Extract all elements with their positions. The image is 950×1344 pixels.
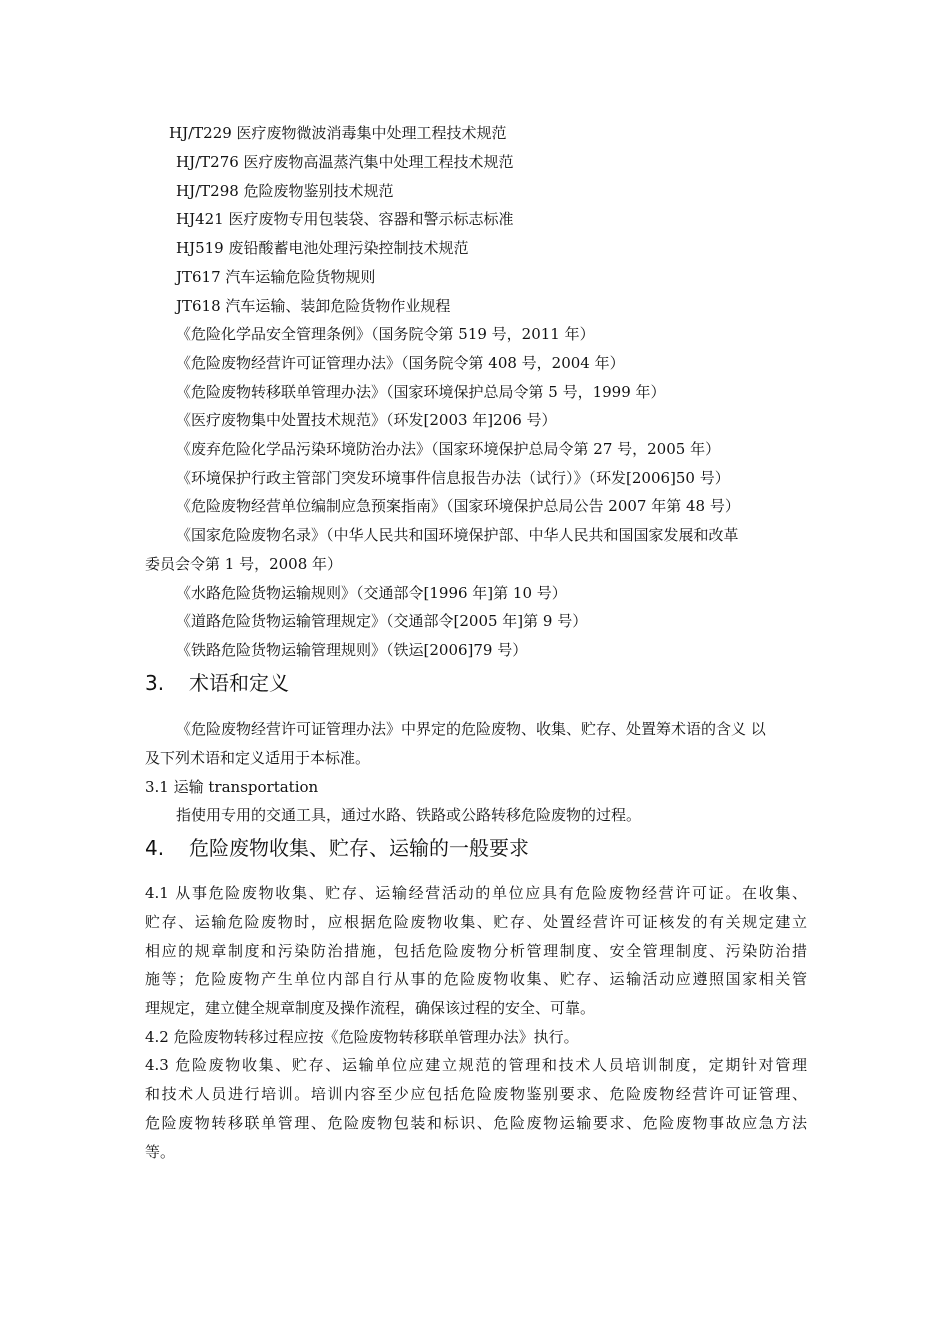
section-title: 术语和定义	[189, 671, 289, 695]
reference-item: 《废弃危险化学品污染环境防治办法》（国家环境保护总局令第 27 号，2005 年）	[176, 440, 721, 458]
paragraph-line: 贮存、运输危险废物时，应根据危险废物收集、贮存、处置经营许可证核发的有关规定建立	[145, 913, 807, 931]
reference-item: 《铁路危险货物运输管理规则》（铁运[2006]79 号）	[176, 641, 528, 659]
reference-item: 《环境保护行政主管部门突发环境事件信息报告办法（试行）》（环发[2006]50 号）	[176, 469, 730, 487]
section-4-heading	[145, 835, 529, 861]
reference-item: HJ/T276 医疗废物高温蒸汽集中处理工程技术规范	[176, 153, 514, 171]
reference-item: 《危险废物转移联单管理办法》（国家环境保护总局令第 5 号，1999 年）	[176, 383, 666, 401]
reference-item: 《危险废物经营许可证管理办法》（国务院令第 408 号，2004 年）	[176, 354, 625, 372]
paragraph-line: 及下列术语和定义适用于本标准。	[145, 749, 371, 767]
paragraph-line: 4.3 危险废物收集、贮存、运输单位应建立规范的管理和技术人员培训制度，定期针对管理	[145, 1056, 807, 1074]
paragraph-line: 《危险废物经营许可证管理办法》中界定的危险废物、收集、贮存、处置筹术语的含义 以	[176, 720, 766, 738]
term-heading: 3.1 运输 transportation	[145, 778, 319, 796]
term-definition: 指使用专用的交通工具，通过水路、铁路或公路转移危险废物的过程。	[176, 806, 642, 824]
reference-item: HJ421 医疗废物专用包装袋、容器和警示标志标准	[176, 210, 514, 228]
reference-item: 《水路危险货物运输规则》（交通部令[1996 年]第 10 号）	[176, 584, 567, 602]
paragraph-line: 相应的规章制度和污染防治措施，包括危险废物分析管理制度、安全管理制度、污染防治措	[145, 942, 807, 960]
reference-item: 《危险废物经营单位编制应急预案指南》（国家环境保护总局公告 2007 年第 48 号）	[176, 497, 740, 515]
reference-item: 《医疗废物集中处置技术规范》（环发[2003 年]206 号）	[176, 411, 557, 429]
reference-item: HJ/T229 医疗废物微波消毒集中处理工程技术规范	[169, 124, 507, 142]
paragraph-line: 危险废物转移联单管理、危险废物包装和标识、危险废物运输要求、危险废物事故应急方法	[145, 1114, 807, 1132]
paragraph-line: 和技术人员进行培训。培训内容至少应包括危险废物鉴别要求、危险废物经营许可证管理、	[145, 1085, 807, 1103]
paragraph-line: 等。	[145, 1143, 176, 1161]
section-number: 3.	[145, 671, 165, 695]
reference-item-continuation: 委员会令第 1 号，2008 年）	[145, 555, 343, 573]
section-title: 危险废物收集、贮存、运输的一般要求	[189, 836, 529, 860]
section-3-heading	[145, 670, 289, 696]
reference-item: 《国家危险废物名录》（中华人民共和国环境保护部、中华人民共和国国家发展和改革	[176, 526, 739, 544]
reference-item: 《危险化学品安全管理条例》（国务院令第 519 号，2011 年）	[176, 325, 595, 343]
paragraph-line: 理规定，建立健全规章制度及操作流程，确保该过程的安全、可靠。	[145, 999, 596, 1017]
reference-item: 《道路危险货物运输管理规定》（交通部令[2005 年]第 9 号）	[176, 612, 588, 630]
section-number: 4.	[145, 836, 165, 860]
reference-item: JT617 汽车运输危险货物规则	[176, 268, 376, 286]
reference-item: JT618 汽车运输、装卸危险货物作业规程	[176, 297, 451, 315]
paragraph-line: 4.1 从事危险废物收集、贮存、运输经营活动的单位应具有危险废物经营许可证。在收集、	[145, 884, 807, 902]
reference-item: HJ519 废铅酸蓄电池处理污染控制技术规范	[176, 239, 469, 257]
paragraph-line: 施等；危险废物产生单位内部自行从事的危险废物收集、贮存、运输活动应遵照国家相关管	[145, 970, 807, 988]
paragraph-line: 4.2 危险废物转移过程应按《危险废物转移联单管理办法》执行。	[145, 1028, 579, 1046]
reference-item: HJ/T298 危险废物鉴别技术规范	[176, 182, 394, 200]
